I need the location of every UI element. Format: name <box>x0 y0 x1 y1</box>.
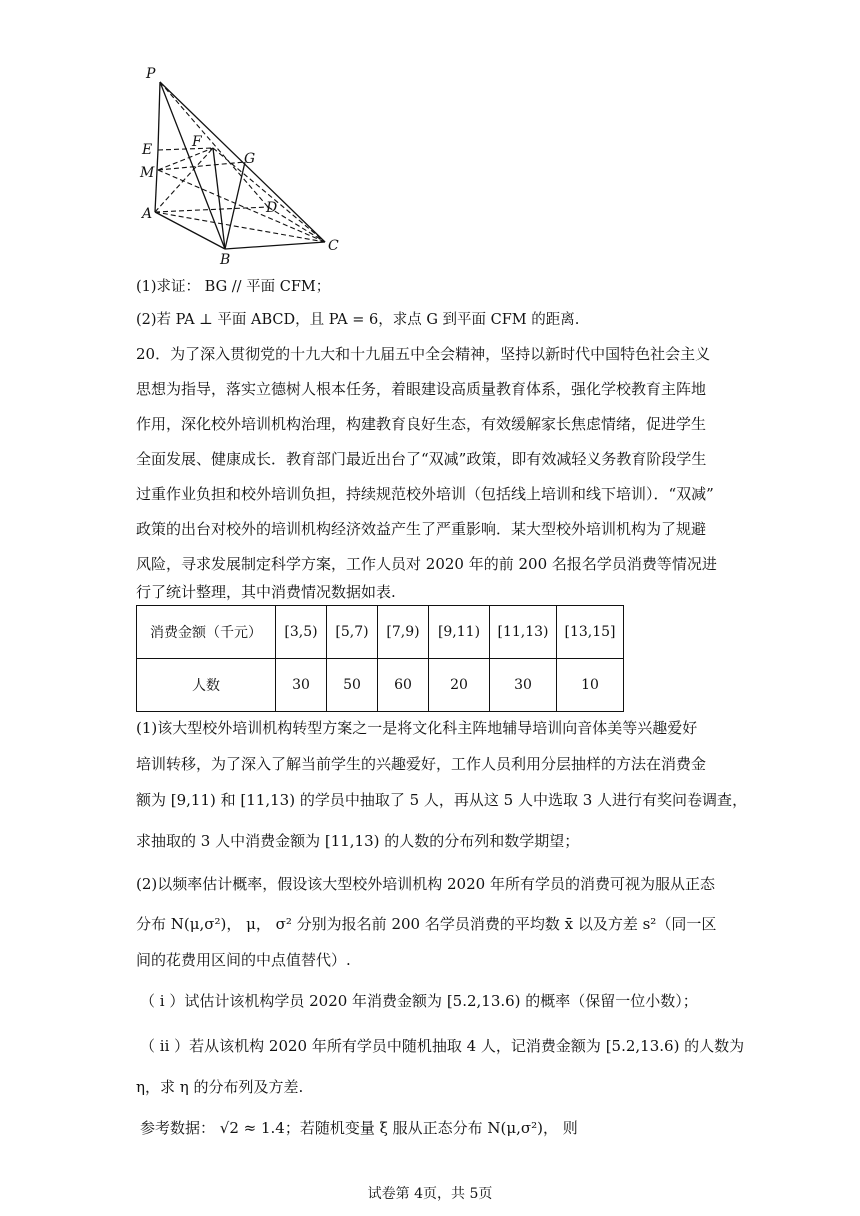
table-cell-interval: [3,5) <box>276 606 327 659</box>
table-cell-interval: [7,9) <box>378 606 429 659</box>
q20-line-1: 20．为了深入贯彻党的十九大和十九届五中全会精神，坚持以新时代中国特色社会主义 <box>136 345 711 363</box>
solid-edges <box>155 82 325 249</box>
label-C: C <box>328 238 339 254</box>
q20-line-6: 政策的出台对校外的培训机构经济效益产生了严重影响．某大型校外培训机构为了规避 <box>136 520 707 538</box>
q19-part1: (1)求证： BG // 平面 CFM； <box>136 279 331 295</box>
pyramid-figure <box>140 62 350 272</box>
table-row <box>137 606 624 659</box>
label-E: E <box>142 142 153 158</box>
table-cell-count: 60 <box>378 659 429 712</box>
label-D: D <box>266 200 278 216</box>
q20-p1-line-1: (1)该大型校外培训机构转型方案之一是将文化科主阵地辅导培训向音体美等兴趣爱好 <box>136 719 698 737</box>
q20-line-7: 风险，寻求发展制定科学方案，工作人员对 2020 年的前 200 名报名学员消费等情况进 <box>136 555 717 573</box>
table-cell-interval: [11,13) <box>490 606 557 659</box>
q20-p2-line-1: (2)以频率估计概率，假设该大型校外培训机构 2020 年所有学员的消费可视为服从正态 <box>136 875 715 893</box>
label-P: P <box>146 66 156 82</box>
q20-p1-line-2: 培训转移，为了深入了解当前学生的兴趣爱好，工作人员利用分层抽样的方法在消费金 <box>136 755 707 773</box>
spending-table <box>136 605 624 712</box>
table-cell-count: 30 <box>490 659 557 712</box>
pyramid-diagram <box>140 62 350 272</box>
q20-line-2: 思想为指导，落实立德树人根本任务，着眼建设高质量教育体系，强化学校教育主阵地 <box>136 380 707 398</box>
page-footer: 试卷第 4页，共 5页 <box>367 1186 493 1202</box>
q20-reference-data: 参考数据： √2 ≈ 1.4；若随机变量 ξ 服从正态分布 N(μ,σ²)， 则 <box>140 1119 578 1137</box>
table-cell-interval: [5,7) <box>327 606 378 659</box>
table-cell-count: 50 <box>327 659 378 712</box>
q20-p1-line-4: 求抽取的 3 人中消费金额为 [11,13) 的人数的分布列和数学期望； <box>136 832 580 850</box>
table-cell-count: 30 <box>276 659 327 712</box>
label-M: M <box>140 165 155 181</box>
table-cell-interval: [13,15] <box>557 606 624 659</box>
q20-sub2-line-2: η，求 η 的分布列及方差. <box>136 1078 304 1096</box>
table-cell-count: 10 <box>557 659 624 712</box>
q20-p2-line-3: 间的花费用区间的中点值替代）. <box>136 951 351 969</box>
q20-line-3: 作用，深化校外培训机构治理，构建教育良好生态，有效缓解家长焦虑情绪，促进学生 <box>136 415 707 433</box>
table-header-count: 人数 <box>137 659 276 712</box>
q20-sub2-line-1: （ ii ）若从该机构 2020 年所有学员中随机抽取 4 人，记消费金额为 [5.2,13.6) 的人数为 <box>140 1037 745 1055</box>
label-A: A <box>142 206 153 222</box>
q19-part2: (2)若 PA ⊥ 平面 ABCD，且 PA = 6，求点 G 到平面 CFM 的距离. <box>136 312 580 328</box>
q20-line-4: 全面发展、健康成长．教育部门最近出台了“双减”政策，即有效减轻义务教育阶段学生 <box>136 450 707 468</box>
q20-p2-line-2: 分布 N(μ,σ²)， μ， σ² 分别为报名前 200 名学员消费的平均数 x̄ 以及方差 s²（同一区 <box>136 915 717 933</box>
table-cell-interval: [9,11) <box>429 606 490 659</box>
label-G: G <box>244 151 256 167</box>
table-row <box>137 659 624 712</box>
q20-sub1: （ i ）试估计该机构学员 2020 年消费金额为 [5.2,13.6) 的概率（保留一位小数）； <box>140 992 698 1010</box>
q20-p1-line-3: 额为 [9,11) 和 [11,13) 的学员中抽取了 5 人，再从这 5 人中选取 3 人进行有奖问卷调查， <box>136 791 748 809</box>
table-cell-count: 20 <box>429 659 490 712</box>
q20-line-5: 过重作业负担和校外培训负担，持续规范校外培训（包括线上培训和线下培训）．“双减” <box>136 485 714 503</box>
label-B: B <box>220 252 231 268</box>
q20-line-8: 行了统计整理，其中消费情况数据如表. <box>136 583 396 601</box>
label-F: F <box>192 134 202 150</box>
table-header-amount: 消费金额（千元） <box>137 606 276 659</box>
